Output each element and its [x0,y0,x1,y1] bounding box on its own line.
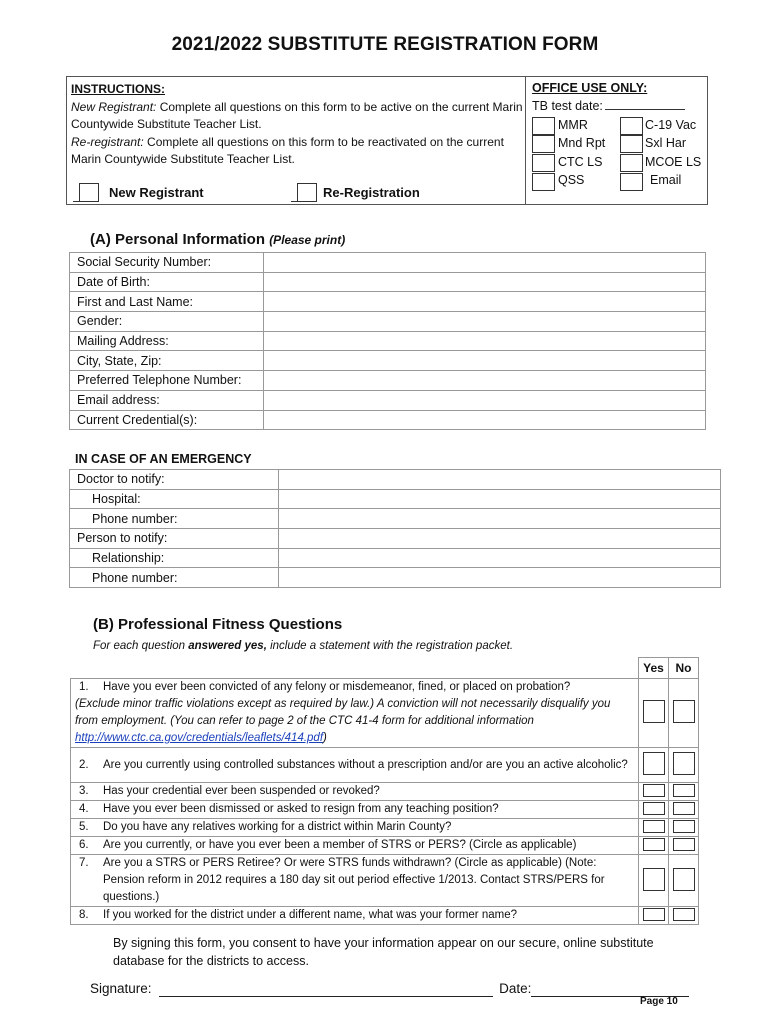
table-row [70,489,721,509]
instructions-box [66,76,708,205]
signature-line[interactable] [159,981,493,997]
re-registration-checkbox[interactable] [297,183,317,202]
ssn-label: Social Security Number: [70,253,264,273]
consent-text: By signing this form, you consent to have your information appear on our secure, online substitute database for the districts to access. [113,936,654,968]
question-text: Have you ever been convicted of any felony or misdemeanor, fined, or placed on probation? [103,681,571,693]
sxl-har-checkbox[interactable] [620,135,643,153]
re-registrant-text: Complete all questions on this form to be reactivated on the current Marin Countywide Substitute Teacher List. [71,134,504,166]
question-3 [71,783,639,801]
q5-yes[interactable] [639,819,669,837]
instructions-heading: INSTRUCTIONS: [71,82,165,96]
mmr-label: MMR [558,118,588,132]
q6-no-checkbox[interactable] [673,838,695,851]
personal-info-table [69,252,706,430]
q8-no[interactable] [669,907,699,925]
new-registrant-checkbox[interactable] [79,183,99,202]
section-b-note [93,640,513,652]
table-row [70,390,706,410]
question-4 [71,801,639,819]
gender-field[interactable] [264,312,706,332]
question-text: Have you ever been dismissed or asked to resign from any teaching position? [103,803,499,815]
q2-no-checkbox[interactable] [673,752,695,775]
table-row [71,748,699,783]
q6-yes-checkbox[interactable] [643,838,665,851]
tb-test-date-line[interactable] [605,109,685,110]
instructions-text [71,81,523,169]
q7-no[interactable] [669,855,699,907]
q2-yes[interactable] [639,748,669,783]
telephone-field[interactable] [264,371,706,391]
q3-yes-checkbox[interactable] [643,784,665,797]
question-number: 5. [79,821,89,833]
doctor-phone-label: Phone number: [70,509,279,529]
table-row [70,509,721,529]
table-row [70,548,721,568]
mailing-address-label: Mailing Address: [70,331,264,351]
q1-yes-checkbox[interactable] [643,700,665,723]
mcoe-ls-label: MCOE LS [645,155,702,169]
new-registrant-instruction [71,99,523,134]
question-text: Are you currently using controlled substances without a prescription and/or are you an active alcoholic? [103,758,628,771]
signature-row [90,981,689,997]
email-label: Email address: [70,390,264,410]
qss-label: QSS [558,173,585,187]
re-registration-checkbox-label: Re-Registration [323,184,420,200]
q8-yes[interactable] [639,907,669,925]
question-number: 4. [79,803,89,815]
person-label: Person to notify: [70,529,279,549]
table-row [71,855,699,907]
page-number: Page 10 [640,996,678,1007]
date-line[interactable] [531,981,689,997]
new-registrant-label: New Registrant: [71,99,157,114]
question-number: 6. [79,839,89,851]
table-row [71,837,699,855]
no-header: No [669,658,699,679]
emergency-heading: IN CASE OF AN EMERGENCY [75,452,252,466]
city-state-zip-field[interactable] [264,351,706,371]
table-row [70,351,706,371]
section-a-heading [90,231,345,248]
re-registration-option[interactable] [291,183,420,202]
question-6 [71,837,639,855]
dob-label: Date of Birth: [70,272,264,292]
q6-yes[interactable] [639,837,669,855]
question-number: 2. [79,758,89,771]
question-1-note-end: ) [323,732,327,744]
question-number: 8. [79,909,89,921]
section-a-subtitle: (Please print) [269,233,346,247]
dob-field[interactable] [264,272,706,292]
re-registrant-instruction [71,134,523,169]
question-text: Are you a STRS or PERS Retiree? Or were STRS funds withdrawn? (Circle as applicable) (Note: Pension reform in 2012 requires a 180 day sit out period effective 1/2013. Contact STRS/PERS for questions.) [103,857,605,903]
q4-yes[interactable] [639,801,669,819]
table-row [71,679,699,748]
office-use-panel [525,77,707,204]
question-1-note: (Exclude minor traffic violations except as required by law.) A conviction will not necessarily disqualify you from employment. (You can refer to page 2 of the CTC 41-4 form for additional information [75,698,611,727]
emergency-table [69,469,721,588]
mcoe-ls-checkbox[interactable] [620,154,643,172]
mnd-rpt-checkbox[interactable] [532,135,555,153]
table-row [70,410,706,430]
question-7 [71,855,639,907]
mnd-rpt-label: Mnd Rpt [558,136,606,150]
q8-no-checkbox[interactable] [673,908,695,921]
q4-no-checkbox[interactable] [673,802,695,815]
q8-yes-checkbox[interactable] [643,908,665,921]
note-text: For each question [93,640,189,652]
question-number: 7. [79,857,89,869]
hospital-label: Hospital: [70,489,279,509]
q2-yes-checkbox[interactable] [643,752,665,775]
q5-yes-checkbox[interactable] [643,820,665,833]
person-phone-label: Phone number: [70,568,279,588]
note-bold: answered yes, [188,640,267,652]
question-text: Are you currently, or have you ever been a member of STRS or PERS? (Circle as applicable) [103,839,577,851]
ssn-field[interactable] [264,253,706,273]
question-number: 1. [79,681,89,693]
email-checkbox[interactable] [620,173,643,191]
table-row [71,819,699,837]
c19-vac-checkbox[interactable] [620,117,643,135]
email-office-label: Email [650,173,682,187]
doctor-phone-field[interactable] [279,509,721,529]
city-state-zip-label: City, State, Zip: [70,351,264,371]
table-header-row [71,658,699,679]
new-registrant-text: Complete all questions on this form to be active on the current Marin Countywide Substitute Teacher List. [71,99,523,131]
c19-vac-label: C-19 Vac [645,118,697,132]
mmr-checkbox[interactable] [532,117,555,135]
relationship-label: Relationship: [70,548,279,568]
tb-test-date[interactable] [532,99,685,113]
question-text: Has your credential ever been suspended or revoked? [103,785,380,797]
q3-no[interactable] [669,783,699,801]
table-row [71,907,699,925]
question-8 [71,907,639,925]
table-row [70,331,706,351]
q7-yes[interactable] [639,855,669,907]
ctc-link[interactable]: http://www.ctc.ca.gov/credentials/leaflets/414.pdf [75,732,324,744]
q3-no-checkbox[interactable] [673,784,695,797]
q4-no[interactable] [669,801,699,819]
form-title: 2021/2022 SUBSTITUTE REGISTRATION FORM [171,34,599,55]
q2-no[interactable] [669,748,699,783]
table-row [70,371,706,391]
table-row [70,253,706,273]
name-label: First and Last Name: [70,292,264,312]
name-field[interactable] [264,292,706,312]
credentials-field[interactable] [264,410,706,430]
question-text: Do you have any relatives working for a district within Marin County? [103,821,452,833]
gender-label: Gender: [70,312,264,332]
new-registrant-checkbox-label: New Registrant [109,184,204,200]
q3-yes[interactable] [639,783,669,801]
table-row [71,783,699,801]
person-phone-field[interactable] [279,568,721,588]
doctor-field[interactable] [279,470,721,490]
credentials-label: Current Credential(s): [70,410,264,430]
email-field[interactable] [264,390,706,410]
re-registrant-label: Re-registrant: [71,134,144,149]
yes-header: Yes [639,658,669,679]
mailing-address-field[interactable] [264,331,706,351]
sxl-har-label: Sxl Har [645,136,686,150]
question-1 [71,679,639,748]
q5-no[interactable] [669,819,699,837]
qss-checkbox[interactable] [532,173,555,191]
note-text: include a statement with the registration packet. [266,640,514,652]
table-row [70,529,721,549]
signature-label: Signature: [90,981,152,996]
q5-no-checkbox[interactable] [673,820,695,833]
tb-test-date-label: TB test date: [532,99,603,113]
table-row [71,801,699,819]
section-b-title: (B) Professional Fitness Questions [93,616,343,633]
q4-yes-checkbox[interactable] [643,802,665,815]
table-row [70,312,706,332]
telephone-label: Preferred Telephone Number: [70,371,264,391]
question-number: 3. [79,785,89,797]
q7-no-checkbox[interactable] [673,868,695,891]
q6-no[interactable] [669,837,699,855]
question-5 [71,819,639,837]
ctc-ls-checkbox[interactable] [532,154,555,172]
ctc-ls-label: CTC LS [558,155,603,169]
office-use-heading: OFFICE USE ONLY: [532,81,648,95]
blank-header [71,658,639,679]
doctor-label: Doctor to notify: [70,470,279,490]
question-2 [71,748,639,783]
table-row [70,568,721,588]
q7-yes-checkbox[interactable] [643,868,665,891]
relationship-field[interactable] [279,548,721,568]
new-registrant-option[interactable] [73,183,204,202]
q1-no[interactable] [669,679,699,748]
q1-yes[interactable] [639,679,669,748]
table-row [70,470,721,490]
question-text: If you worked for the district under a different name, what was your former name? [103,909,517,921]
fitness-questions-table [70,657,699,925]
q1-no-checkbox[interactable] [673,700,695,723]
date-label: Date: [499,981,532,996]
section-a-title: (A) Personal Information [90,231,266,248]
table-row [70,272,706,292]
table-row [70,292,706,312]
person-field[interactable] [279,529,721,549]
hospital-field[interactable] [279,489,721,509]
